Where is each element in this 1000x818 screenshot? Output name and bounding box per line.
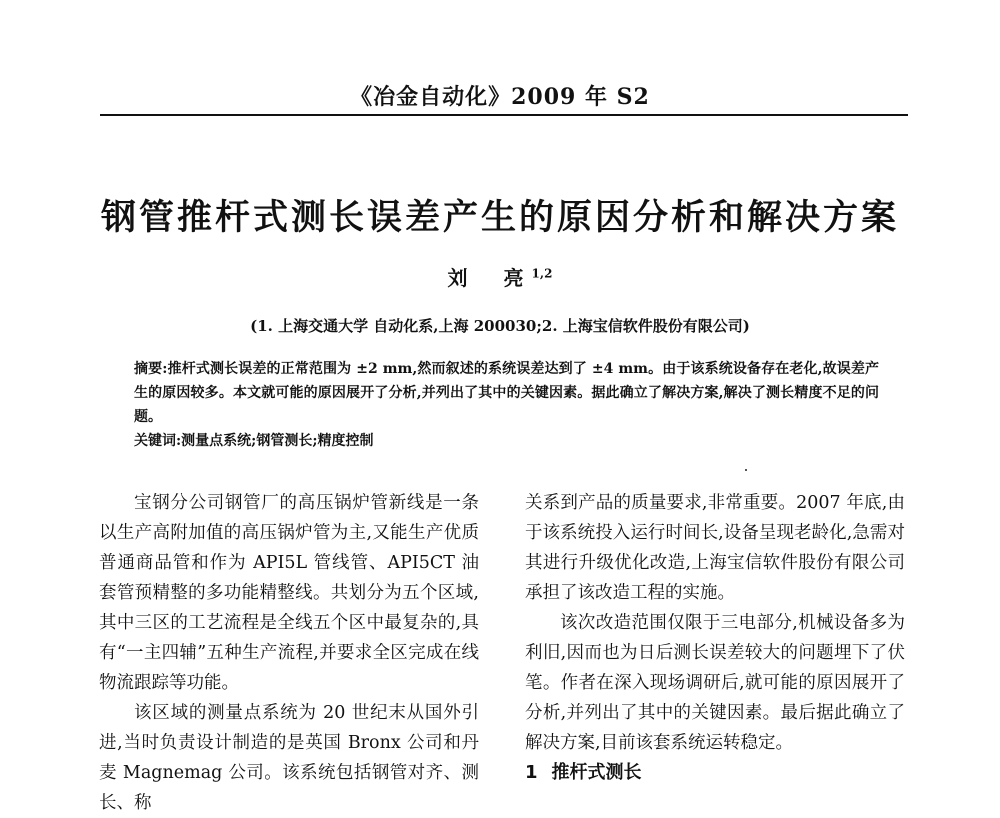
section-heading <box>525 758 905 788</box>
body-paragraph: 宝钢分公司钢管厂的高压锅炉管新线是一条以生产高附加值的高压锅炉管为主,又能生产优质普通商品管和作为 API5L 管线管、API5CT 油套管预精整的多功能精整线。共划分为五个区域,其中三区的工艺流程是全线五个区中最复杂的,具有“一主四辅”五种生产流程,并要求全区完成在线物流跟踪等功能。 <box>99 493 479 693</box>
author-line <box>0 262 1000 291</box>
body-column-right <box>525 488 905 788</box>
author-name: 刘 亮 <box>447 266 532 290</box>
affiliation: (1. 上海交通大学 自动化系,上海 200030;2. 上海宝信软件股份有限公司) <box>250 317 750 335</box>
scan-speck <box>745 469 747 471</box>
body-paragraph: 该次改造范围仅限于三电部分,机械设备多为利旧,因而也为日后测长误差较大的问题埋下了伏笔。作者在深入现场调研后,就可能的原因展开了分析,并列出了其中的关键因素。最后据此确立了解决方案,目前该套系统运转稳定。 <box>525 613 905 753</box>
abstract <box>134 357 879 429</box>
abstract-label: 摘要: <box>134 361 168 377</box>
abstract-block <box>134 357 879 453</box>
paper-title: 钢管推杆式测长误差产生的原因分析和解决方案 <box>100 198 899 238</box>
keywords <box>134 429 879 453</box>
keywords-text: 测量点系统;钢管测长;精度控制 <box>181 433 374 449</box>
header-rule <box>100 114 908 116</box>
abstract-text: 推杆式测长误差的正常范围为 ±2 mm,然而叙述的系统误差达到了 ±4 mm。由于该系统设备存在老化,故误差产生的原因较多。本文就可能的原因展开了分析,并列出了其中的关键因素。据此确立了解决方案,解决了测长精度不足的问题。 <box>134 361 879 425</box>
journal-header: 《冶金自动化》2009 年 S2 <box>350 84 650 110</box>
section-title: 推杆式测长 <box>551 762 642 783</box>
section-number: 1 <box>525 762 538 783</box>
body-paragraph: 该区域的测量点系统为 20 世纪末从国外引进,当时负责设计制造的是英国 Bronx 公司和丹麦 Magnemag 公司。该系统包括钢管对齐、测长、称 <box>99 703 479 813</box>
keywords-label: 关键词: <box>134 433 182 449</box>
body-column-left <box>99 488 479 818</box>
author-affiliation-marks: 1,2 <box>531 266 553 281</box>
body-paragraph: 关系到产品的质量要求,非常重要。2007 年底,由于该系统投入运行时间长,设备呈现老龄化,急需对其进行升级优化改造,上海宝信软件股份有限公司承担了该改造工程的实施。 <box>525 493 905 603</box>
